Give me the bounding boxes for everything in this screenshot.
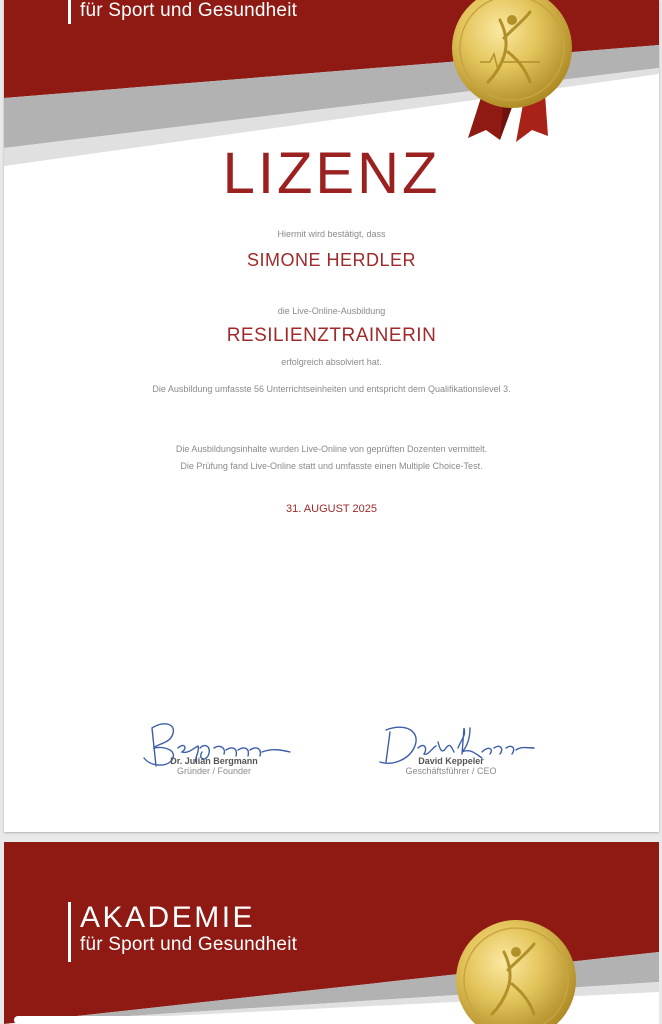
certificate-page: [4, 0, 659, 832]
training-intro: die Live-Online-Ausbildung: [277, 306, 386, 316]
signer-role: Geschäftsführer / CEO: [405, 766, 497, 776]
signer-name: David Keppeler: [418, 756, 484, 766]
brand-name: AKADEMIE: [80, 901, 256, 934]
certificate-page-2: [4, 842, 659, 1024]
certificate-title: LIZENZ: [222, 141, 441, 206]
brand-subtitle: für Sport und Gesundheit: [80, 934, 298, 955]
signature-ceo: [366, 718, 536, 776]
recipient-name: SIMONE HERDLER: [246, 250, 417, 270]
brand-subtitle: für Sport und Gesundheit: [80, 0, 298, 21]
confirm-text: Hiermit wird bestätigt, dass: [277, 229, 386, 239]
course-name: RESILIENZTRAINERIN: [226, 325, 437, 346]
completed-text: erfolgreich absolviert hat.: [281, 357, 382, 367]
signature-founder: [134, 718, 294, 776]
signer-name: Dr. Julian Bergmann: [170, 756, 258, 766]
gold-seal-icon: [448, 914, 578, 1024]
scope-text: Die Ausbildung umfasste 56 Unterrichtseinheiten und entspricht dem Qualifikationslevel 3.: [152, 384, 511, 394]
content-text: Die Ausbildungsinhalte wurden Live-Online von geprüften Dozenten vermittelt.: [175, 444, 488, 454]
exam-text: Die Prüfung fand Live-Online statt und umfasste einen Multiple Choice-Test.: [180, 461, 483, 471]
gold-seal-icon: [444, 0, 574, 162]
signer-role: Gründer / Founder: [176, 766, 252, 776]
issue-date: 31. AUGUST 2025: [286, 503, 377, 515]
